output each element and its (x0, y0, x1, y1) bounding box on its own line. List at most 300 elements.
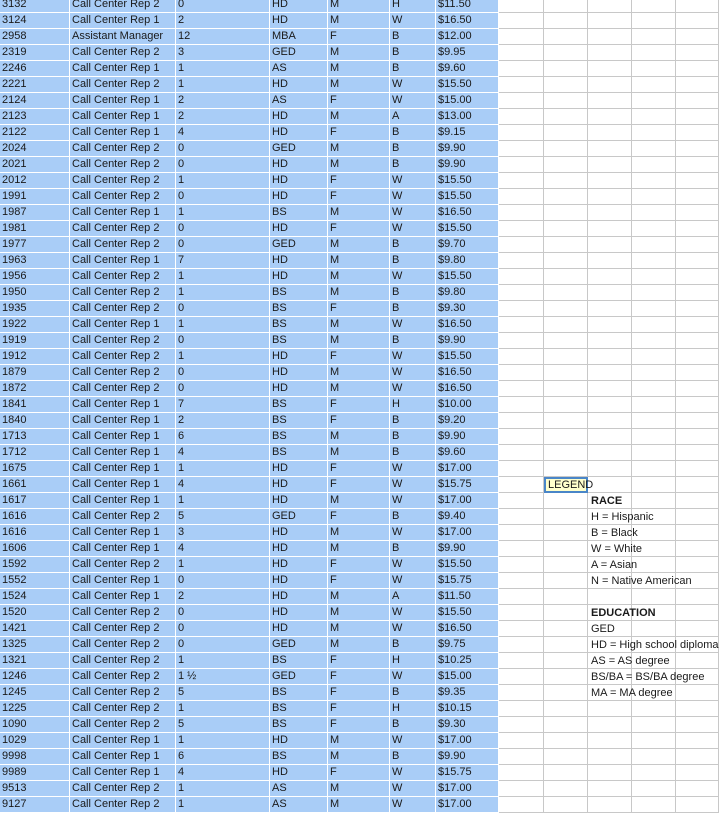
employee-id-cell[interactable]: 1956 (0, 269, 70, 285)
empty-cell[interactable] (544, 461, 588, 477)
empty-cell[interactable] (676, 365, 719, 381)
empty-cell[interactable] (588, 701, 632, 717)
empty-cell[interactable] (632, 365, 676, 381)
empty-cell[interactable] (544, 493, 588, 509)
gender-cell[interactable]: F (328, 93, 390, 109)
gender-cell[interactable]: M (328, 749, 390, 765)
job-title-cell[interactable]: Call Center Rep 2 (70, 269, 176, 285)
empty-cell[interactable] (499, 269, 544, 285)
gender-cell[interactable]: F (328, 653, 390, 669)
race-cell[interactable]: B (390, 541, 436, 557)
empty-cell[interactable] (676, 381, 719, 397)
education-cell[interactable]: GED (270, 669, 328, 685)
empty-cell[interactable] (676, 461, 719, 477)
education-cell[interactable]: HD (270, 125, 328, 141)
empty-cell[interactable] (676, 173, 719, 189)
empty-cell[interactable] (499, 525, 544, 541)
empty-cell[interactable] (588, 221, 632, 237)
job-title-cell[interactable]: Call Center Rep 2 (70, 349, 176, 365)
empty-cell[interactable] (499, 125, 544, 141)
employee-id-cell[interactable]: 1950 (0, 285, 70, 301)
years-cell[interactable]: 2 (176, 589, 270, 605)
race-cell[interactable]: B (390, 749, 436, 765)
empty-cell[interactable] (499, 445, 544, 461)
education-cell[interactable]: HD (270, 493, 328, 509)
empty-cell[interactable] (588, 413, 632, 429)
empty-cell[interactable] (676, 493, 719, 509)
empty-cell[interactable] (632, 317, 676, 333)
employee-id-cell[interactable]: 1325 (0, 637, 70, 653)
job-title-cell[interactable]: Call Center Rep 2 (70, 781, 176, 797)
wage-cell[interactable]: $9.80 (436, 285, 499, 301)
race-cell[interactable]: B (390, 717, 436, 733)
job-title-cell[interactable]: Call Center Rep 1 (70, 461, 176, 477)
race-cell[interactable]: B (390, 125, 436, 141)
wage-cell[interactable]: $10.00 (436, 397, 499, 413)
empty-cell[interactable] (632, 589, 676, 605)
education-cell[interactable]: BS (270, 429, 328, 445)
empty-cell[interactable] (632, 77, 676, 93)
empty-cell[interactable] (499, 781, 544, 797)
years-cell[interactable]: 0 (176, 301, 270, 317)
empty-cell[interactable] (676, 445, 719, 461)
empty-cell[interactable] (499, 317, 544, 333)
employee-id-cell[interactable]: 2021 (0, 157, 70, 173)
education-cell[interactable]: AS (270, 61, 328, 77)
job-title-cell[interactable]: Call Center Rep 2 (70, 669, 176, 685)
employee-id-cell[interactable]: 1617 (0, 493, 70, 509)
empty-cell[interactable] (676, 349, 719, 365)
job-title-cell[interactable]: Call Center Rep 2 (70, 45, 176, 61)
empty-cell[interactable] (544, 221, 588, 237)
empty-cell[interactable] (499, 189, 544, 205)
race-cell[interactable]: B (390, 333, 436, 349)
empty-cell[interactable] (544, 669, 588, 685)
job-title-cell[interactable]: Assistant Manager (70, 29, 176, 45)
empty-cell[interactable] (632, 429, 676, 445)
empty-cell[interactable] (544, 525, 588, 541)
gender-cell[interactable]: M (328, 541, 390, 557)
education-cell[interactable]: HD (270, 221, 328, 237)
empty-cell[interactable] (588, 77, 632, 93)
empty-cell[interactable] (499, 461, 544, 477)
empty-cell[interactable] (544, 749, 588, 765)
empty-cell[interactable] (588, 0, 632, 13)
empty-cell[interactable] (544, 125, 588, 141)
employee-id-cell[interactable]: 1661 (0, 477, 70, 493)
race-cell[interactable]: W (390, 781, 436, 797)
job-title-cell[interactable]: Call Center Rep 1 (70, 541, 176, 557)
job-title-cell[interactable]: Call Center Rep 2 (70, 0, 176, 13)
empty-cell[interactable] (544, 541, 588, 557)
empty-cell[interactable] (588, 253, 632, 269)
job-title-cell[interactable]: Call Center Rep 2 (70, 365, 176, 381)
education-cell[interactable]: MBA (270, 29, 328, 45)
wage-cell[interactable]: $17.00 (436, 797, 499, 813)
empty-cell[interactable] (588, 717, 632, 733)
empty-cell[interactable] (632, 797, 676, 813)
job-title-cell[interactable]: Call Center Rep 1 (70, 205, 176, 221)
years-cell[interactable]: 0 (176, 637, 270, 653)
race-cell[interactable]: A (390, 109, 436, 125)
years-cell[interactable]: 0 (176, 365, 270, 381)
gender-cell[interactable]: M (328, 365, 390, 381)
empty-cell[interactable] (499, 333, 544, 349)
empty-cell[interactable] (632, 621, 676, 637)
job-title-cell[interactable]: Call Center Rep 2 (70, 717, 176, 733)
empty-cell[interactable] (676, 765, 719, 781)
job-title-cell[interactable]: Call Center Rep 2 (70, 221, 176, 237)
wage-cell[interactable]: $9.30 (436, 301, 499, 317)
employee-id-cell[interactable]: 1675 (0, 461, 70, 477)
years-cell[interactable]: 1 (176, 77, 270, 93)
years-cell[interactable]: 0 (176, 621, 270, 637)
empty-cell[interactable] (544, 621, 588, 637)
race-cell[interactable]: W (390, 205, 436, 221)
years-cell[interactable]: 1 (176, 653, 270, 669)
empty-cell[interactable] (588, 269, 632, 285)
education-cell[interactable]: HD (270, 253, 328, 269)
race-cell[interactable]: W (390, 381, 436, 397)
education-cell[interactable]: HD (270, 381, 328, 397)
wage-cell[interactable]: $17.00 (436, 525, 499, 541)
employee-id-cell[interactable]: 1712 (0, 445, 70, 461)
empty-cell[interactable] (676, 429, 719, 445)
years-cell[interactable]: 2 (176, 413, 270, 429)
wage-cell[interactable]: $15.75 (436, 573, 499, 589)
empty-cell[interactable] (544, 333, 588, 349)
empty-cell[interactable] (544, 317, 588, 333)
race-cell[interactable]: W (390, 797, 436, 813)
empty-cell[interactable] (676, 477, 719, 493)
job-title-cell[interactable]: Call Center Rep 1 (70, 525, 176, 541)
employee-id-cell[interactable]: 1225 (0, 701, 70, 717)
education-cell[interactable]: HD (270, 477, 328, 493)
empty-cell[interactable] (499, 685, 544, 701)
years-cell[interactable]: 1 (176, 349, 270, 365)
job-title-cell[interactable]: Call Center Rep 1 (70, 125, 176, 141)
empty-cell[interactable] (499, 141, 544, 157)
race-cell[interactable]: B (390, 141, 436, 157)
empty-cell[interactable] (676, 0, 719, 13)
years-cell[interactable]: 0 (176, 189, 270, 205)
job-title-cell[interactable]: Call Center Rep 2 (70, 301, 176, 317)
job-title-cell[interactable]: Call Center Rep 1 (70, 733, 176, 749)
employee-id-cell[interactable]: 1090 (0, 717, 70, 733)
employee-id-cell[interactable]: 9989 (0, 765, 70, 781)
wage-cell[interactable]: $10.25 (436, 653, 499, 669)
empty-cell[interactable] (544, 13, 588, 29)
wage-cell[interactable]: $9.30 (436, 717, 499, 733)
employee-id-cell[interactable]: 1524 (0, 589, 70, 605)
empty-cell[interactable] (499, 493, 544, 509)
employee-id-cell[interactable]: 1421 (0, 621, 70, 637)
gender-cell[interactable]: M (328, 621, 390, 637)
empty-cell[interactable] (676, 589, 719, 605)
empty-cell[interactable] (632, 557, 676, 573)
education-cell[interactable]: BS (270, 413, 328, 429)
empty-cell[interactable] (676, 413, 719, 429)
wage-cell[interactable]: $9.20 (436, 413, 499, 429)
wage-cell[interactable]: $15.50 (436, 221, 499, 237)
empty-cell[interactable] (676, 125, 719, 141)
empty-cell[interactable] (632, 477, 676, 493)
race-cell[interactable]: W (390, 461, 436, 477)
empty-cell[interactable] (676, 653, 719, 669)
job-title-cell[interactable]: Call Center Rep 2 (70, 605, 176, 621)
empty-cell[interactable] (632, 413, 676, 429)
education-cell[interactable]: HD (270, 573, 328, 589)
wage-cell[interactable]: $13.00 (436, 109, 499, 125)
empty-cell[interactable] (544, 0, 588, 13)
empty-cell[interactable] (632, 493, 676, 509)
empty-cell[interactable] (588, 13, 632, 29)
race-cell[interactable]: W (390, 573, 436, 589)
job-title-cell[interactable]: Call Center Rep 2 (70, 685, 176, 701)
education-cell[interactable]: AS (270, 781, 328, 797)
years-cell[interactable]: 1 ½ (176, 669, 270, 685)
job-title-cell[interactable]: Call Center Rep 2 (70, 653, 176, 669)
race-cell[interactable]: B (390, 61, 436, 77)
race-cell[interactable]: B (390, 413, 436, 429)
wage-cell[interactable]: $17.00 (436, 493, 499, 509)
job-title-cell[interactable]: Call Center Rep 1 (70, 109, 176, 125)
gender-cell[interactable]: F (328, 717, 390, 733)
wage-cell[interactable]: $16.50 (436, 13, 499, 29)
employee-id-cell[interactable]: 1592 (0, 557, 70, 573)
employee-id-cell[interactable]: 1616 (0, 525, 70, 541)
empty-cell[interactable] (676, 189, 719, 205)
education-cell[interactable]: BS (270, 205, 328, 221)
empty-cell[interactable] (588, 797, 632, 813)
empty-cell[interactable] (499, 589, 544, 605)
education-cell[interactable]: HD (270, 173, 328, 189)
wage-cell[interactable]: $17.00 (436, 733, 499, 749)
race-cell[interactable]: W (390, 189, 436, 205)
wage-cell[interactable]: $9.40 (436, 509, 499, 525)
empty-cell[interactable] (499, 477, 544, 493)
empty-cell[interactable] (499, 205, 544, 221)
years-cell[interactable]: 7 (176, 253, 270, 269)
empty-cell[interactable] (676, 237, 719, 253)
employee-id-cell[interactable]: 1963 (0, 253, 70, 269)
years-cell[interactable]: 1 (176, 317, 270, 333)
wage-cell[interactable]: $16.50 (436, 317, 499, 333)
empty-cell[interactable] (588, 749, 632, 765)
empty-cell[interactable] (499, 541, 544, 557)
empty-cell[interactable] (544, 77, 588, 93)
empty-cell[interactable] (544, 797, 588, 813)
empty-cell[interactable] (588, 205, 632, 221)
empty-cell[interactable] (588, 429, 632, 445)
wage-cell[interactable]: $15.50 (436, 269, 499, 285)
race-cell[interactable]: W (390, 493, 436, 509)
job-title-cell[interactable]: Call Center Rep 1 (70, 413, 176, 429)
empty-cell[interactable] (499, 237, 544, 253)
wage-cell[interactable]: $15.00 (436, 669, 499, 685)
empty-cell[interactable] (676, 397, 719, 413)
education-cell[interactable]: GED (270, 141, 328, 157)
education-cell[interactable]: BS (270, 301, 328, 317)
gender-cell[interactable]: F (328, 301, 390, 317)
gender-cell[interactable]: M (328, 797, 390, 813)
empty-cell[interactable] (544, 557, 588, 573)
gender-cell[interactable]: M (328, 317, 390, 333)
empty-cell[interactable] (632, 0, 676, 13)
empty-cell[interactable] (676, 221, 719, 237)
empty-cell[interactable] (632, 349, 676, 365)
gender-cell[interactable]: F (328, 509, 390, 525)
empty-cell[interactable] (588, 333, 632, 349)
employee-id-cell[interactable]: 1841 (0, 397, 70, 413)
empty-cell[interactable] (544, 237, 588, 253)
empty-cell[interactable] (676, 269, 719, 285)
empty-cell[interactable] (499, 413, 544, 429)
years-cell[interactable]: 4 (176, 445, 270, 461)
gender-cell[interactable]: M (328, 285, 390, 301)
wage-cell[interactable]: $9.90 (436, 541, 499, 557)
education-cell[interactable]: HD (270, 605, 328, 621)
empty-cell[interactable] (588, 285, 632, 301)
employee-id-cell[interactable]: 1713 (0, 429, 70, 445)
years-cell[interactable]: 1 (176, 173, 270, 189)
empty-cell[interactable] (632, 125, 676, 141)
empty-cell[interactable] (676, 749, 719, 765)
job-title-cell[interactable]: Call Center Rep 2 (70, 285, 176, 301)
empty-cell[interactable] (499, 301, 544, 317)
education-cell[interactable]: BS (270, 685, 328, 701)
job-title-cell[interactable]: Call Center Rep 1 (70, 749, 176, 765)
empty-cell[interactable] (544, 637, 588, 653)
legend-label-cell[interactable]: LEGEND (544, 477, 588, 493)
job-title-cell[interactable]: Call Center Rep 2 (70, 621, 176, 637)
empty-cell[interactable] (676, 317, 719, 333)
wage-cell[interactable]: $9.90 (436, 333, 499, 349)
empty-cell[interactable] (632, 45, 676, 61)
education-cell[interactable]: BS (270, 285, 328, 301)
empty-cell[interactable] (632, 701, 676, 717)
gender-cell[interactable]: M (328, 269, 390, 285)
empty-cell[interactable] (499, 765, 544, 781)
empty-cell[interactable] (544, 61, 588, 77)
empty-cell[interactable] (676, 685, 719, 701)
empty-cell[interactable] (544, 685, 588, 701)
wage-cell[interactable]: $9.90 (436, 157, 499, 173)
empty-cell[interactable] (676, 701, 719, 717)
job-title-cell[interactable]: Call Center Rep 2 (70, 509, 176, 525)
wage-cell[interactable]: $17.00 (436, 781, 499, 797)
employee-id-cell[interactable]: 1912 (0, 349, 70, 365)
empty-cell[interactable] (632, 205, 676, 221)
empty-cell[interactable] (544, 253, 588, 269)
education-cell[interactable]: BS (270, 717, 328, 733)
gender-cell[interactable]: M (328, 253, 390, 269)
job-title-cell[interactable]: Call Center Rep 2 (70, 77, 176, 93)
empty-cell[interactable] (676, 29, 719, 45)
years-cell[interactable]: 1 (176, 701, 270, 717)
empty-cell[interactable] (544, 381, 588, 397)
gender-cell[interactable]: M (328, 781, 390, 797)
job-title-cell[interactable]: Call Center Rep 1 (70, 765, 176, 781)
gender-cell[interactable]: F (328, 189, 390, 205)
race-cell[interactable]: W (390, 349, 436, 365)
years-cell[interactable]: 0 (176, 381, 270, 397)
race-cell[interactable]: B (390, 637, 436, 653)
employee-id-cell[interactable]: 1981 (0, 221, 70, 237)
race-cell[interactable]: B (390, 253, 436, 269)
empty-cell[interactable] (632, 29, 676, 45)
years-cell[interactable]: 1 (176, 61, 270, 77)
empty-cell[interactable] (676, 797, 719, 813)
education-cell[interactable]: HD (270, 189, 328, 205)
gender-cell[interactable]: F (328, 221, 390, 237)
race-cell[interactable]: A (390, 589, 436, 605)
empty-cell[interactable] (544, 109, 588, 125)
employee-id-cell[interactable]: 1935 (0, 301, 70, 317)
empty-cell[interactable] (676, 525, 719, 541)
years-cell[interactable]: 1 (176, 269, 270, 285)
empty-cell[interactable] (588, 781, 632, 797)
empty-cell[interactable] (676, 285, 719, 301)
education-cell[interactable]: BS (270, 749, 328, 765)
education-cell[interactable]: HD (270, 541, 328, 557)
empty-cell[interactable] (588, 141, 632, 157)
employee-id-cell[interactable]: 9998 (0, 749, 70, 765)
empty-cell[interactable] (588, 157, 632, 173)
years-cell[interactable]: 5 (176, 717, 270, 733)
empty-cell[interactable] (588, 381, 632, 397)
empty-cell[interactable] (632, 781, 676, 797)
empty-cell[interactable] (632, 221, 676, 237)
education-cell[interactable]: BS (270, 445, 328, 461)
wage-cell[interactable]: $9.60 (436, 445, 499, 461)
empty-cell[interactable] (588, 349, 632, 365)
race-cell[interactable]: W (390, 221, 436, 237)
race-cell[interactable]: B (390, 429, 436, 445)
wage-cell[interactable]: $10.15 (436, 701, 499, 717)
job-title-cell[interactable]: Call Center Rep 1 (70, 429, 176, 445)
years-cell[interactable]: 0 (176, 605, 270, 621)
education-cell[interactable]: HD (270, 349, 328, 365)
gender-cell[interactable]: F (328, 125, 390, 141)
empty-cell[interactable] (588, 445, 632, 461)
race-cell[interactable]: H (390, 0, 436, 13)
empty-cell[interactable] (544, 605, 588, 621)
job-title-cell[interactable]: Call Center Rep 2 (70, 173, 176, 189)
empty-cell[interactable] (499, 573, 544, 589)
wage-cell[interactable]: $9.80 (436, 253, 499, 269)
empty-cell[interactable] (676, 205, 719, 221)
wage-cell[interactable]: $9.35 (436, 685, 499, 701)
job-title-cell[interactable]: Call Center Rep 2 (70, 557, 176, 573)
years-cell[interactable]: 1 (176, 205, 270, 221)
race-cell[interactable]: W (390, 317, 436, 333)
empty-cell[interactable] (544, 445, 588, 461)
gender-cell[interactable]: M (328, 205, 390, 221)
wage-cell[interactable]: $16.50 (436, 621, 499, 637)
years-cell[interactable]: 4 (176, 765, 270, 781)
wage-cell[interactable]: $15.50 (436, 189, 499, 205)
empty-cell[interactable] (588, 61, 632, 77)
wage-cell[interactable]: $11.50 (436, 0, 499, 13)
wage-cell[interactable]: $15.50 (436, 349, 499, 365)
education-cell[interactable]: HD (270, 109, 328, 125)
gender-cell[interactable]: M (328, 381, 390, 397)
employee-id-cell[interactable]: 1606 (0, 541, 70, 557)
years-cell[interactable]: 2 (176, 109, 270, 125)
empty-cell[interactable] (499, 621, 544, 637)
empty-cell[interactable] (632, 445, 676, 461)
